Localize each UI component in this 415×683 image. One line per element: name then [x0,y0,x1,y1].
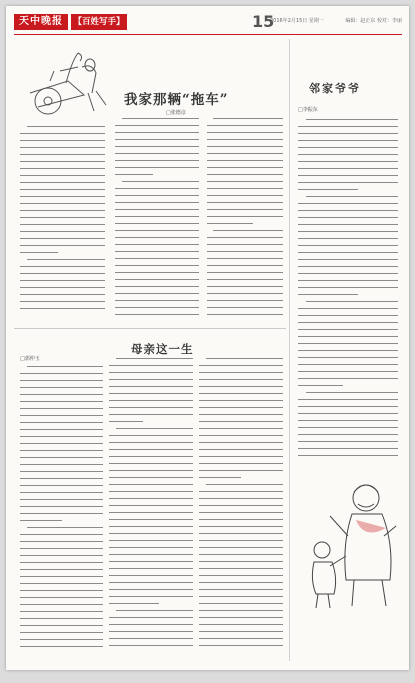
issue-date: 2016年2月15日 星期一 [270,18,324,24]
article-body-text [109,358,193,656]
article-title: 邻家爷爷 [309,82,361,95]
article-author: □李振东 [298,107,318,113]
masthead-rule [14,34,402,35]
article-title: 我家那辆“拖车” [124,92,229,108]
newspaper-page [6,6,409,670]
article-body-text [199,358,283,656]
article-body-text [20,126,105,321]
column-name: 【百姓写手】 [71,14,127,30]
article-body-text [20,366,103,656]
grandpa-illustration [294,466,404,616]
editor-credit: 编辑：赵正东 校对：李丽 [345,18,402,24]
article-body-text [298,119,398,464]
newspaper-logo: 天中晚报 [14,14,68,30]
article-author: □张德彦 [166,110,186,116]
article-title: 母亲这一生 [131,342,194,356]
section-divider [14,328,286,329]
page-number: 15 [252,12,275,31]
tractor-cart-illustration [20,41,120,121]
column-divider [289,39,290,661]
article-author: □郭仲玉 [20,356,40,362]
article-body-text [115,118,199,321]
article-body-text [207,118,283,321]
masthead [14,12,402,34]
